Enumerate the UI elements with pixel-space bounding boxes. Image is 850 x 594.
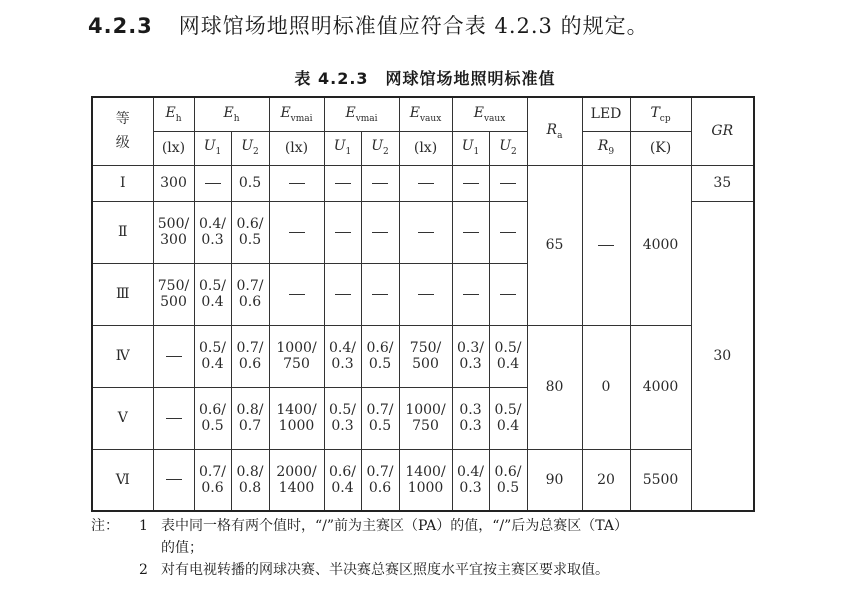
tcp-cell: 4000 — [630, 165, 691, 325]
evaux-u2-cell — [489, 201, 527, 263]
tcp-cell: 5500 — [630, 449, 691, 511]
header-evmai-u1: $U_1$ — [324, 131, 361, 165]
evaux-u2-cell: 0.6/ 0.5 — [489, 449, 527, 511]
dash-mark — [166, 418, 182, 419]
evmai-u1-cell: 0.4/ 0.3 — [324, 325, 361, 387]
dash-mark — [500, 232, 516, 233]
evmai-u1-cell — [324, 263, 361, 325]
evmai-u1-cell: 0.5/ 0.3 — [324, 387, 361, 449]
evaux-u2-cell: 0.5/ 0.4 — [489, 325, 527, 387]
eh-u1-cell: 0.5/ 0.4 — [194, 325, 231, 387]
dash-mark — [598, 245, 614, 246]
led-r9-cell: 20 — [582, 449, 630, 511]
dash-mark — [500, 183, 516, 184]
evaux-u2-cell — [489, 263, 527, 325]
header-tcp-unit: (K) — [630, 131, 691, 165]
evmai-u2-cell: 0.7/ 0.5 — [361, 387, 399, 449]
dash-mark — [335, 183, 351, 184]
notes-label: 注： — [91, 518, 119, 534]
dash-mark — [335, 232, 351, 233]
evmai-cell — [269, 263, 324, 325]
dash-mark — [289, 183, 305, 184]
header-r9: $R_9$ — [582, 131, 630, 165]
header-evmai: $E_{vmai}$ — [269, 97, 324, 131]
header-evaux-uniformity: $E_{vaux}$ — [452, 97, 527, 131]
illuminance-standard-table — [91, 96, 755, 512]
evaux-cell — [399, 263, 452, 325]
header-eh-unit: (lx) — [153, 131, 194, 165]
dash-mark — [372, 232, 388, 233]
grade-cell: Ⅱ — [92, 201, 153, 263]
header-led: LED — [582, 97, 630, 131]
eh-u1-cell: 0.5/ 0.4 — [194, 263, 231, 325]
table-body — [92, 165, 754, 511]
clause-heading — [88, 10, 649, 40]
eh-u2-cell: 0.7/ 0.6 — [231, 325, 269, 387]
evmai-cell: 1000/ 750 — [269, 325, 324, 387]
tcp-cell: 4000 — [630, 325, 691, 449]
evaux-cell: 1400/ 1000 — [399, 449, 452, 511]
table-row — [92, 165, 754, 201]
note-2-number: 2 — [139, 562, 148, 578]
evmai-u2-cell — [361, 201, 399, 263]
evaux-cell: 1000/ 750 — [399, 387, 452, 449]
dash-mark — [372, 294, 388, 295]
header-eh-u1: $U_1$ — [194, 131, 231, 165]
header-evaux-u1: $U_1$ — [452, 131, 489, 165]
eh-u2-cell: 0.6/ 0.5 — [231, 201, 269, 263]
eh-cell — [153, 387, 194, 449]
table-caption: 表 4.2.3 网球馆场地照明标准值 — [294, 69, 556, 88]
dash-mark — [418, 183, 434, 184]
header-evaux-u2: $U_2$ — [489, 131, 527, 165]
header-evmai-u2: $U_2$ — [361, 131, 399, 165]
eh-cell: 300 — [153, 165, 194, 201]
dash-mark — [289, 294, 305, 295]
evaux-cell — [399, 201, 452, 263]
eh-cell: 500/ 300 — [153, 201, 194, 263]
evaux-cell: 750/ 500 — [399, 325, 452, 387]
evmai-u1-cell: 0.6/ 0.4 — [324, 449, 361, 511]
evmai-cell: 2000/ 1400 — [269, 449, 324, 511]
evmai-u2-cell: 0.6/ 0.5 — [361, 325, 399, 387]
evaux-u1-cell — [452, 201, 489, 263]
dash-mark — [418, 232, 434, 233]
header-evmai-unit: (lx) — [269, 131, 324, 165]
header-grade: 等 级 — [92, 97, 153, 165]
evaux-u1-cell: 0.4/ 0.3 — [452, 449, 489, 511]
header-evaux: $E_{vaux}$ — [399, 97, 452, 131]
eh-u1-cell — [194, 165, 231, 201]
table-row — [92, 325, 754, 387]
dash-mark — [418, 294, 434, 295]
note-1-text-continued: 的值； — [161, 540, 203, 556]
grade-cell: Ⅴ — [92, 387, 153, 449]
evaux-u2-cell: 0.5/ 0.4 — [489, 387, 527, 449]
table-row — [92, 449, 754, 511]
led-r9-cell: 0 — [582, 325, 630, 449]
evaux-u1-cell — [452, 263, 489, 325]
evmai-u2-cell — [361, 165, 399, 201]
header-eh-uniformity: $E_h$ — [194, 97, 269, 131]
evmai-cell: 1400/ 1000 — [269, 387, 324, 449]
grade-cell: Ⅲ — [92, 263, 153, 325]
eh-u2-cell: 0.8/ 0.8 — [231, 449, 269, 511]
eh-u2-cell: 0.8/ 0.7 — [231, 387, 269, 449]
evaux-u1-cell: 0.3 0.3 — [452, 387, 489, 449]
dash-mark — [500, 294, 516, 295]
ra-cell: 80 — [527, 325, 582, 449]
gr-cell: 30 — [691, 201, 754, 511]
dash-mark — [463, 183, 479, 184]
led-r9-cell — [582, 165, 630, 325]
header-ra: $R_a$ — [527, 97, 582, 165]
evaux-u1-cell: 0.3/ 0.3 — [452, 325, 489, 387]
evaux-u2-cell — [489, 165, 527, 201]
clause-text: 网球馆场地照明标准值应符合表 4.2.3 的规定。 — [178, 14, 649, 38]
header-gr: GR — [691, 97, 754, 165]
evmai-u1-cell — [324, 201, 361, 263]
clause-number: 4.2.3 — [88, 14, 153, 38]
gr-cell: 35 — [691, 165, 754, 201]
dash-mark — [335, 294, 351, 295]
header-evmai-uniformity: $E_{vmai}$ — [324, 97, 399, 131]
eh-cell — [153, 325, 194, 387]
dash-mark — [372, 183, 388, 184]
eh-u2-cell: 0.7/ 0.6 — [231, 263, 269, 325]
ra-cell: 65 — [527, 165, 582, 325]
grade-cell: Ⅵ — [92, 449, 153, 511]
evmai-u2-cell — [361, 263, 399, 325]
evmai-u1-cell — [324, 165, 361, 201]
header-evaux-unit: (lx) — [399, 131, 452, 165]
note-1-number: 1 — [139, 518, 148, 534]
eh-cell — [153, 449, 194, 511]
header-tcp: $T_{cp}$ — [630, 97, 691, 131]
note-1-text: 表中同一格有两个值时，“/”前为主赛区（PA）的值，“/”后为总赛区（TA） — [161, 518, 628, 534]
header-eh-u2: $U_2$ — [231, 131, 269, 165]
evmai-cell — [269, 201, 324, 263]
note-2-text: 对有电视转播的网球决赛、半决赛总赛区照度水平宜按主赛区要求取值。 — [161, 562, 609, 578]
header-eh: $E_h$ — [153, 97, 194, 131]
evaux-u1-cell — [452, 165, 489, 201]
dash-mark — [289, 232, 305, 233]
dash-mark — [463, 294, 479, 295]
evaux-cell — [399, 165, 452, 201]
dash-mark — [205, 183, 221, 184]
ra-cell: 90 — [527, 449, 582, 511]
eh-u1-cell: 0.4/ 0.3 — [194, 201, 231, 263]
eh-u1-cell: 0.6/ 0.5 — [194, 387, 231, 449]
grade-cell: Ⅰ — [92, 165, 153, 201]
evmai-cell — [269, 165, 324, 201]
grade-cell: Ⅳ — [92, 325, 153, 387]
eh-u2-cell: 0.5 — [231, 165, 269, 201]
dash-mark — [463, 232, 479, 233]
dash-mark — [166, 356, 182, 357]
eh-cell: 750/ 500 — [153, 263, 194, 325]
dash-mark — [166, 479, 182, 480]
evmai-u2-cell: 0.7/ 0.6 — [361, 449, 399, 511]
eh-u1-cell: 0.7/ 0.6 — [194, 449, 231, 511]
